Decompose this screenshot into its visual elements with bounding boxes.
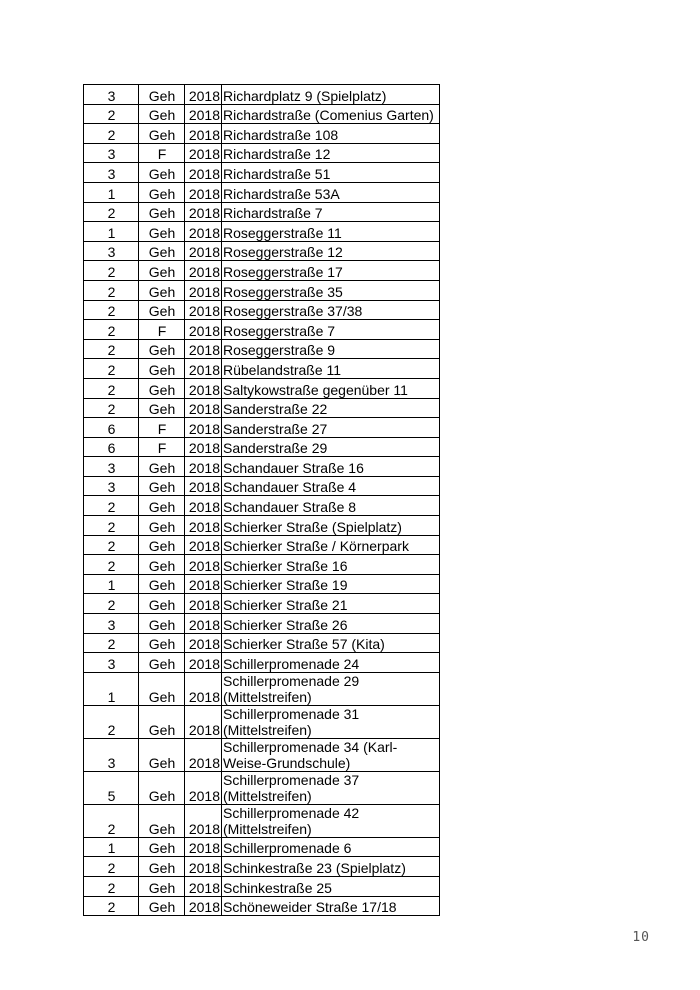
year-cell: 2018	[185, 457, 222, 477]
count-cell: 2	[84, 339, 139, 359]
year-cell: 2018	[185, 555, 222, 575]
count-cell: 5	[84, 771, 139, 804]
year-cell: 2018	[185, 261, 222, 281]
type-cell: Geh	[139, 280, 185, 300]
year-cell: 2018	[185, 516, 222, 536]
count-cell: 2	[84, 359, 139, 379]
table-row	[84, 705, 440, 738]
type-cell: Geh	[139, 672, 185, 705]
type-cell: Geh	[139, 837, 185, 857]
table-row	[84, 398, 440, 418]
location-cell: Schillerpromenade 34 (Karl-Weise-Grundschule)	[222, 738, 440, 771]
year-cell: 2018	[185, 280, 222, 300]
type-cell: Geh	[139, 261, 185, 281]
count-cell: 2	[84, 124, 139, 144]
location-cell: Schöneweider Straße 17/18	[222, 896, 440, 916]
table-row	[84, 339, 440, 359]
table-row	[84, 804, 440, 837]
type-cell: Geh	[139, 594, 185, 614]
table-row	[84, 378, 440, 398]
count-cell: 2	[84, 280, 139, 300]
count-cell: 3	[84, 163, 139, 183]
location-cell: Schierker Straße 19	[222, 574, 440, 594]
type-cell: Geh	[139, 163, 185, 183]
type-cell: Geh	[139, 457, 185, 477]
location-cell: Schinkestraße 25	[222, 877, 440, 897]
location-cell: Saltykowstraße gegenüber 11	[222, 378, 440, 398]
table-row	[84, 653, 440, 673]
table-row	[84, 261, 440, 281]
type-cell: Geh	[139, 496, 185, 516]
type-cell: F	[139, 418, 185, 438]
location-cell: Roseggerstraße 9	[222, 339, 440, 359]
year-cell: 2018	[185, 771, 222, 804]
type-cell: Geh	[139, 182, 185, 202]
year-cell: 2018	[185, 837, 222, 857]
count-cell: 2	[84, 555, 139, 575]
year-cell: 2018	[185, 437, 222, 457]
count-cell: 2	[84, 896, 139, 916]
year-cell: 2018	[185, 476, 222, 496]
type-cell: Geh	[139, 124, 185, 144]
count-cell: 3	[84, 476, 139, 496]
year-cell: 2018	[185, 300, 222, 320]
year-cell: 2018	[185, 163, 222, 183]
type-cell: F	[139, 437, 185, 457]
table-row	[84, 300, 440, 320]
location-cell: Richardstraße 12	[222, 143, 440, 163]
year-cell: 2018	[185, 653, 222, 673]
count-cell: 1	[84, 222, 139, 242]
year-cell: 2018	[185, 672, 222, 705]
location-cell: Richardstraße 51	[222, 163, 440, 183]
type-cell: Geh	[139, 202, 185, 222]
location-cell: Richardstraße 53A	[222, 182, 440, 202]
year-cell: 2018	[185, 877, 222, 897]
table-row	[84, 877, 440, 897]
type-cell: Geh	[139, 222, 185, 242]
table-row	[84, 496, 440, 516]
type-cell: Geh	[139, 241, 185, 261]
location-cell: Schillerpromenade 24	[222, 653, 440, 673]
count-cell: 1	[84, 837, 139, 857]
count-cell: 2	[84, 320, 139, 340]
count-cell: 2	[84, 857, 139, 877]
location-cell: Roseggerstraße 12	[222, 241, 440, 261]
type-cell: Geh	[139, 896, 185, 916]
table-row	[84, 857, 440, 877]
count-cell: 6	[84, 418, 139, 438]
type-cell: Geh	[139, 104, 185, 124]
location-cell: Schandauer Straße 16	[222, 457, 440, 477]
location-cell: Rübelandstraße 11	[222, 359, 440, 379]
location-cell: Richardstraße 108	[222, 124, 440, 144]
location-cell: Sanderstraße 29	[222, 437, 440, 457]
year-cell: 2018	[185, 705, 222, 738]
count-cell: 2	[84, 378, 139, 398]
location-cell: Schillerpromenade 31 (Mittelstreifen)	[222, 705, 440, 738]
type-cell: Geh	[139, 614, 185, 634]
table-row	[84, 222, 440, 242]
year-cell: 2018	[185, 496, 222, 516]
location-cell: Schierker Straße (Spielplatz)	[222, 516, 440, 536]
type-cell: Geh	[139, 378, 185, 398]
location-cell: Schillerpromenade 42 (Mittelstreifen)	[222, 804, 440, 837]
count-cell: 2	[84, 398, 139, 418]
table-row	[84, 85, 440, 105]
type-cell: Geh	[139, 516, 185, 536]
location-cell: Roseggerstraße 17	[222, 261, 440, 281]
count-cell: 2	[84, 877, 139, 897]
table-row	[84, 555, 440, 575]
table-row	[84, 457, 440, 477]
count-cell: 3	[84, 457, 139, 477]
location-cell: Roseggerstraße 37/38	[222, 300, 440, 320]
year-cell: 2018	[185, 535, 222, 555]
table-row	[84, 476, 440, 496]
count-cell: 2	[84, 516, 139, 536]
count-cell: 2	[84, 535, 139, 555]
location-cell: Schierker Straße 16	[222, 555, 440, 575]
count-cell: 1	[84, 182, 139, 202]
type-cell: Geh	[139, 804, 185, 837]
type-cell: Geh	[139, 633, 185, 653]
location-cell: Schinkestraße 23 (Spielplatz)	[222, 857, 440, 877]
table-row	[84, 418, 440, 438]
type-cell: Geh	[139, 705, 185, 738]
table-row	[84, 182, 440, 202]
location-cell: Roseggerstraße 11	[222, 222, 440, 242]
year-cell: 2018	[185, 104, 222, 124]
count-cell: 2	[84, 300, 139, 320]
table-row	[84, 280, 440, 300]
type-cell: F	[139, 320, 185, 340]
count-cell: 3	[84, 85, 139, 105]
type-cell: F	[139, 143, 185, 163]
type-cell: Geh	[139, 555, 185, 575]
year-cell: 2018	[185, 182, 222, 202]
year-cell: 2018	[185, 804, 222, 837]
table-row	[84, 143, 440, 163]
count-cell: 6	[84, 437, 139, 457]
count-cell: 3	[84, 143, 139, 163]
location-cell: Schandauer Straße 4	[222, 476, 440, 496]
year-cell: 2018	[185, 339, 222, 359]
location-cell: Schierker Straße 57 (Kita)	[222, 633, 440, 653]
location-cell: Richardplatz 9 (Spielplatz)	[222, 85, 440, 105]
table-row	[84, 163, 440, 183]
type-cell: Geh	[139, 339, 185, 359]
table-body	[84, 85, 440, 916]
count-cell: 2	[84, 705, 139, 738]
count-cell: 3	[84, 241, 139, 261]
table-row	[84, 574, 440, 594]
location-cell: Richardstraße 7	[222, 202, 440, 222]
type-cell: Geh	[139, 857, 185, 877]
location-cell: Schandauer Straße 8	[222, 496, 440, 516]
count-cell: 2	[84, 633, 139, 653]
location-cell: Schillerpromenade 37 (Mittelstreifen)	[222, 771, 440, 804]
year-cell: 2018	[185, 614, 222, 634]
year-cell: 2018	[185, 633, 222, 653]
count-cell: 3	[84, 614, 139, 634]
table-row	[84, 535, 440, 555]
count-cell: 2	[84, 496, 139, 516]
year-cell: 2018	[185, 359, 222, 379]
data-table	[83, 84, 440, 916]
table-row	[84, 738, 440, 771]
year-cell: 2018	[185, 202, 222, 222]
type-cell: Geh	[139, 771, 185, 804]
location-cell: Sanderstraße 22	[222, 398, 440, 418]
count-cell: 2	[84, 594, 139, 614]
year-cell: 2018	[185, 241, 222, 261]
year-cell: 2018	[185, 85, 222, 105]
location-cell: Sanderstraße 27	[222, 418, 440, 438]
count-cell: 2	[84, 804, 139, 837]
year-cell: 2018	[185, 124, 222, 144]
year-cell: 2018	[185, 574, 222, 594]
year-cell: 2018	[185, 222, 222, 242]
count-cell: 1	[84, 574, 139, 594]
year-cell: 2018	[185, 857, 222, 877]
year-cell: 2018	[185, 378, 222, 398]
table-row	[84, 104, 440, 124]
location-cell: Richardstraße (Comenius Garten)	[222, 104, 440, 124]
type-cell: Geh	[139, 738, 185, 771]
type-cell: Geh	[139, 877, 185, 897]
table-row	[84, 614, 440, 634]
location-cell: Roseggerstraße 35	[222, 280, 440, 300]
location-cell: Schierker Straße / Körnerpark	[222, 535, 440, 555]
type-cell: Geh	[139, 476, 185, 496]
location-cell: Schillerpromenade 29 (Mittelstreifen)	[222, 672, 440, 705]
type-cell: Geh	[139, 398, 185, 418]
table-row	[84, 359, 440, 379]
table-row	[84, 124, 440, 144]
count-cell: 1	[84, 672, 139, 705]
type-cell: Geh	[139, 359, 185, 379]
year-cell: 2018	[185, 896, 222, 916]
location-cell: Schierker Straße 21	[222, 594, 440, 614]
count-cell: 2	[84, 261, 139, 281]
count-cell: 3	[84, 738, 139, 771]
year-cell: 2018	[185, 594, 222, 614]
page-number: 10	[632, 930, 650, 945]
location-cell: Schierker Straße 26	[222, 614, 440, 634]
table-row	[84, 516, 440, 536]
year-cell: 2018	[185, 320, 222, 340]
count-cell: 2	[84, 104, 139, 124]
year-cell: 2018	[185, 738, 222, 771]
type-cell: Geh	[139, 535, 185, 555]
table-row	[84, 633, 440, 653]
location-cell: Schillerpromenade 6	[222, 837, 440, 857]
table-row	[84, 320, 440, 340]
location-cell: Roseggerstraße 7	[222, 320, 440, 340]
type-cell: Geh	[139, 85, 185, 105]
table-row	[84, 837, 440, 857]
year-cell: 2018	[185, 418, 222, 438]
table-row	[84, 672, 440, 705]
count-cell: 3	[84, 653, 139, 673]
year-cell: 2018	[185, 143, 222, 163]
table-row	[84, 594, 440, 614]
type-cell: Geh	[139, 653, 185, 673]
year-cell: 2018	[185, 398, 222, 418]
table-row	[84, 437, 440, 457]
type-cell: Geh	[139, 574, 185, 594]
table-row	[84, 241, 440, 261]
type-cell: Geh	[139, 300, 185, 320]
count-cell: 2	[84, 202, 139, 222]
table-row	[84, 771, 440, 804]
table-row	[84, 896, 440, 916]
table-row	[84, 202, 440, 222]
